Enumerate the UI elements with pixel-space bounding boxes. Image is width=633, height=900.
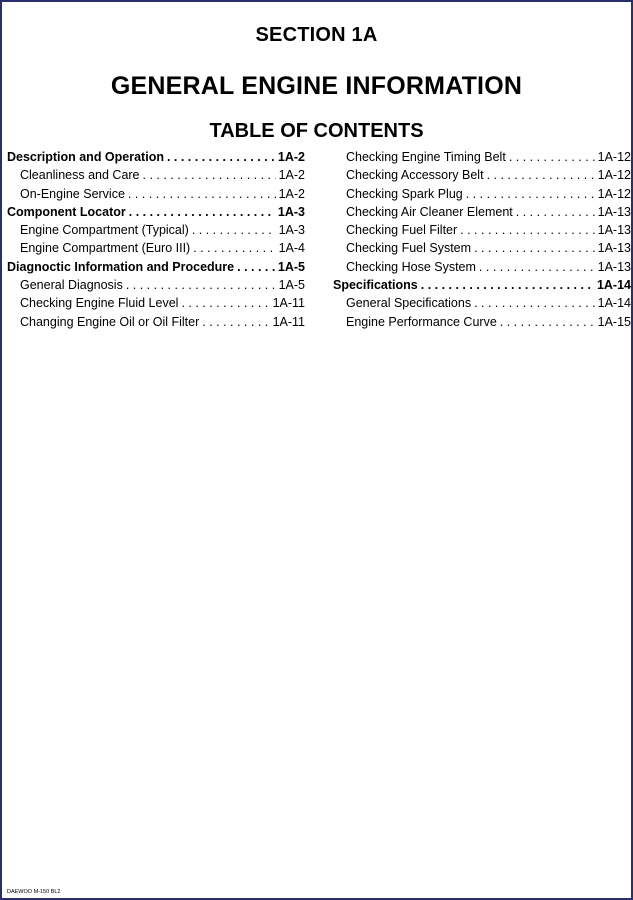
toc-leader [167, 150, 275, 164]
toc-leader [509, 150, 595, 164]
toc-heading: TABLE OF CONTENTS [209, 120, 424, 142]
toc-leader [474, 241, 595, 255]
toc-entry-page: 1A-5 [278, 278, 305, 293]
toc-leader [474, 296, 595, 310]
toc-entry-page: 1A-4 [278, 241, 305, 256]
section-title: SECTION 1A [255, 24, 378, 46]
toc-entry-text: General Diagnosis [20, 278, 123, 293]
toc-entry-text: General Specifications [346, 296, 472, 311]
toc-entry[interactable] [7, 241, 305, 259]
toc-entry-text: Checking Engine Fluid Level [20, 296, 179, 311]
toc-leader [181, 296, 269, 310]
toc-entry-text: Engine Compartment (Typical) [20, 223, 189, 238]
toc-entry-page: 1A-3 [277, 204, 305, 219]
toc-entry[interactable] [7, 205, 305, 223]
toc-leader [128, 187, 276, 201]
toc-entry-page: 1A-13 [597, 204, 631, 219]
toc-entry-text: Diagnoctic Information and Procedure [7, 259, 235, 274]
toc-entry-text: Description and Operation [7, 150, 164, 164]
toc-entry-page: 1A-13 [597, 241, 631, 256]
toc-entry[interactable] [7, 296, 305, 314]
toc-entry[interactable] [7, 168, 305, 186]
toc-entry-text: Cleanliness and Care [20, 168, 140, 183]
toc-column-left [7, 150, 305, 333]
toc-leader [500, 315, 595, 329]
toc-entry-page: 1A-2 [278, 186, 305, 201]
toc-entry-page: 1A-13 [597, 259, 631, 274]
toc-entry-page: 1A-14 [596, 278, 631, 293]
toc-entry-text: Engine Compartment (Euro III) [20, 241, 191, 256]
toc-entry-page: 1A-5 [277, 259, 305, 274]
toc-entry-page: 1A-2 [278, 168, 305, 183]
toc-entry-page: 1A-12 [597, 150, 631, 164]
toc-entry[interactable] [333, 205, 631, 223]
toc-entry[interactable] [333, 315, 631, 333]
toc-entry[interactable] [7, 223, 305, 241]
toc-entry-text: Checking Fuel Filter [346, 223, 458, 238]
toc-leader [202, 315, 269, 329]
toc-entry-text: On-Engine Service [20, 186, 125, 201]
toc-leader [421, 278, 594, 292]
toc-entry-text: Engine Performance Curve [346, 314, 497, 329]
toc-entry-text: Specifications [333, 278, 418, 293]
toc-entry-page: 1A-13 [597, 223, 631, 238]
toc-leader [143, 168, 276, 182]
toc-entry[interactable] [333, 168, 631, 186]
toc-leader [129, 205, 275, 219]
toc-column-right [333, 150, 631, 333]
toc-entry[interactable] [333, 150, 631, 168]
toc-entry-text: Component Locator [7, 204, 126, 219]
toc-entry-text: Changing Engine Oil or Oil Filter [20, 314, 200, 329]
toc-leader [193, 241, 275, 255]
toc-leader [460, 223, 594, 237]
toc-entry-text: Checking Accessory Belt [346, 168, 484, 183]
toc-leader [192, 223, 276, 237]
toc-entry-page: 1A-14 [597, 296, 631, 311]
toc-leader [479, 260, 595, 274]
toc-entry[interactable] [333, 187, 631, 205]
toc-leader [466, 187, 595, 201]
toc-entry[interactable] [7, 260, 305, 278]
toc-leader [487, 168, 595, 182]
toc-entry-page: 1A-12 [597, 186, 631, 201]
toc-entry[interactable] [7, 187, 305, 205]
toc-leader [237, 260, 275, 274]
toc-entry-text: Checking Air Cleaner Element [346, 204, 513, 219]
footer-code: DAEWOO M-150 BL2 [7, 889, 61, 895]
toc-entry-text: Checking Fuel System [346, 241, 472, 256]
toc-entry-page: 1A-11 [272, 314, 305, 329]
toc-leader [516, 205, 595, 219]
toc-entry-text: Checking Hose System [346, 259, 476, 274]
toc-entry[interactable] [333, 296, 631, 314]
toc-entry[interactable] [333, 223, 631, 241]
toc-entry-text: Checking Engine Timing Belt [346, 150, 506, 164]
toc-entry-page: 1A-15 [597, 314, 631, 329]
toc-entry[interactable] [333, 260, 631, 278]
toc-entry[interactable] [7, 315, 305, 333]
toc-entry-page: 1A-11 [272, 296, 305, 311]
toc-entry-text: Checking Spark Plug [346, 186, 463, 201]
toc-entry-page: 1A-2 [277, 150, 305, 164]
toc-entry-page: 1A-12 [597, 168, 631, 183]
toc-entry[interactable] [333, 241, 631, 259]
toc-leader [126, 278, 276, 292]
toc-entry[interactable] [333, 278, 631, 296]
page-title: GENERAL ENGINE INFORMATION [110, 72, 523, 100]
toc-entry[interactable] [7, 278, 305, 296]
toc-entry[interactable] [7, 150, 305, 168]
toc-entry-page: 1A-3 [278, 223, 305, 238]
